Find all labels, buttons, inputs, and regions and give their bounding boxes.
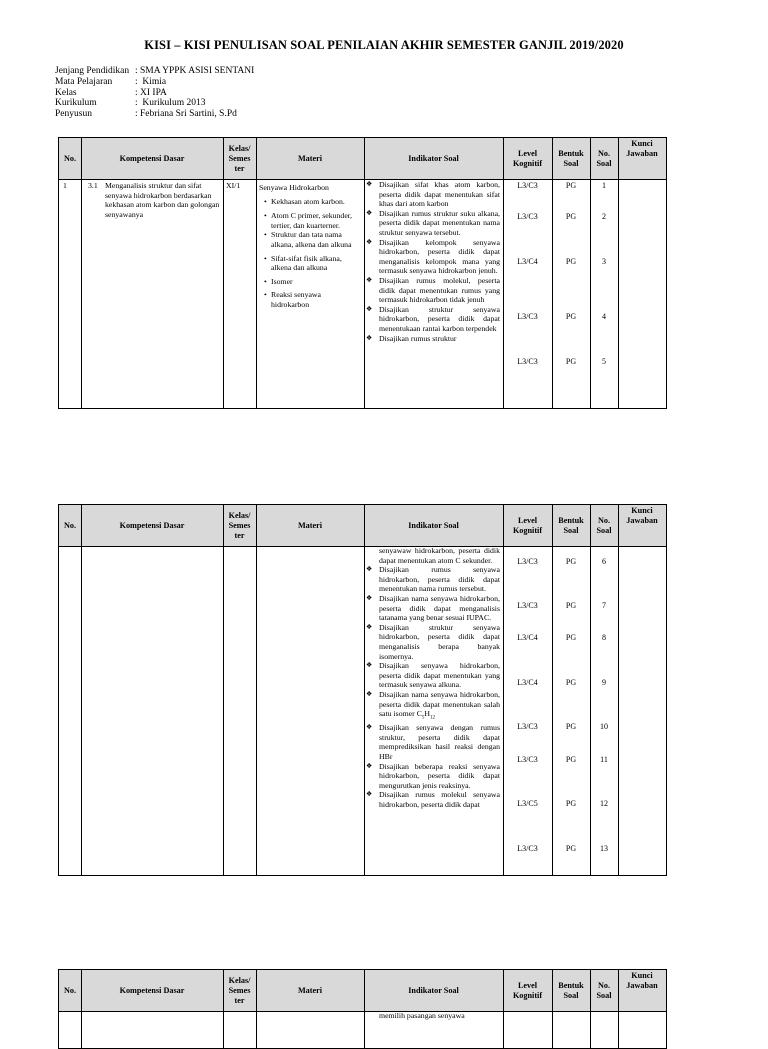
info-label: Jenjang Pendidikan <box>55 66 130 76</box>
header-level-l2: Kognitif <box>512 525 543 535</box>
formula-element-c: C <box>416 709 422 719</box>
level-cell: L3/C3 <box>517 722 538 731</box>
kisi-table-3 <box>58 969 667 1049</box>
header-kelas-l2: Semes <box>228 153 251 163</box>
header-nosoal-l1: No. <box>597 515 611 525</box>
indikator-continuation: senyawaw hidrokarbon, peserta didik dapat menentukan atom C sekunder. <box>379 547 500 565</box>
chemical-formula <box>416 709 436 721</box>
nosoal-cell: 11 <box>600 755 608 764</box>
indikator-item: ❖ Disajikan rumus senyawa hidrokarbon, peserta didik dapat menentukan nama rumus tersebut. <box>364 565 500 594</box>
nosoal-cell: 8 <box>602 633 606 642</box>
nosoal-cell: 7 <box>602 601 606 610</box>
header-bentuk-l1: Bentuk <box>558 148 584 158</box>
indikator-item: ❖ Disajikan rumus molekul senyawa hidrokarbon, peserta didik dapat <box>364 790 500 809</box>
header-kelas-l1: Kelas/ <box>228 143 251 153</box>
indikator-item: ❖ Disajikan struktur senyawa hidrokarbon, peserta didik dapat menganalisis berapa banyak isomernya. <box>364 623 500 661</box>
header-level-l1: Level <box>517 515 538 525</box>
header-kunci-l2: Jawaban <box>626 516 658 525</box>
header-kelas-l3: ter <box>234 995 245 1005</box>
header-level-l2: Kognitif <box>512 158 543 168</box>
bentuk-cell: PG <box>565 722 577 731</box>
info-row-kelas <box>55 88 254 99</box>
bentuk-cell: PG <box>565 799 577 808</box>
level-cell: L3/C3 <box>517 844 538 853</box>
bentuk-cell: PG <box>565 257 577 266</box>
header-level <box>503 970 552 1011</box>
level-cell: L3/C4 <box>517 257 538 266</box>
header-no: No. <box>63 985 77 995</box>
header-kelas-l2: Semes <box>228 985 251 995</box>
header-kunci-l1: Kunci <box>631 139 653 148</box>
nosoal-cell: 3 <box>602 257 606 266</box>
header-kd: Kompetensi Dasar <box>119 985 185 995</box>
indikator-item: ❖ Disajikan nama senyawa hidrokarbon, peserta didik dapat menganalisis tatanama yang benar sesuai IUPAC. <box>364 594 500 623</box>
info-value: : SMA YPPK ASISI SENTANI <box>135 66 255 76</box>
table-header <box>59 970 666 1012</box>
header-kelas <box>223 505 256 546</box>
header-kelas-l3: ter <box>234 530 245 540</box>
nosoal-cell: 4 <box>602 312 606 321</box>
indikator-item: ❖ Disajikan sifat khas atom karbon, peserta didik dapat menentukan sifat khas dari atom karbon <box>364 180 500 209</box>
info-row-kurikulum <box>55 98 254 109</box>
nosoal-cell: 6 <box>602 557 606 566</box>
bentuk-cell: PG <box>565 601 577 610</box>
level-cell: L3/C3 <box>517 212 538 221</box>
indikator-item: ❖ Disajikan senyawa hidrokarbon, peserta didik dapat menentukan yang termasuk senyawa alkuna. <box>364 661 500 690</box>
header-nosoal-l2: Soal <box>596 990 612 1000</box>
header-materi: Materi <box>297 520 323 530</box>
header-kelas-l3: ter <box>234 163 245 173</box>
level-cell: L3/C3 <box>517 755 538 764</box>
formula-element-h: H <box>424 709 431 719</box>
level-cell: L3/C4 <box>517 633 538 642</box>
header-nosoal-l1: No. <box>597 980 611 990</box>
bentuk-cell: PG <box>565 678 577 687</box>
level-cell: L3/C3 <box>517 601 538 610</box>
indikator-continuation: memilih pasangan senyawa <box>379 1012 465 1020</box>
header-bentuk-l2: Soal <box>563 990 579 1000</box>
formula-subscript: 12 <box>430 715 436 721</box>
info-value: : Kurikulum 2013 <box>135 98 206 109</box>
header-bentuk-l2: Soal <box>563 525 579 535</box>
header-kd: Kompetensi Dasar <box>119 153 185 163</box>
info-row-jenjang <box>55 66 254 77</box>
header-bentuk <box>552 970 590 1011</box>
nosoal-cell: 5 <box>602 357 606 366</box>
row-number: 1 <box>63 181 67 190</box>
header-materi: Materi <box>297 153 323 163</box>
level-cell: L3/C3 <box>517 357 538 366</box>
indikator-text: Disajikan nama senyawa hidrokarbon, peserta didik dapat menentukan salah satu isomer <box>379 689 500 719</box>
materi-item: • Atom C primer, sekunder, tertier, dan kuarterner. <box>265 211 361 230</box>
indikator-item: ❖ Disajikan struktur senyawa hidrokarbon, peserta didik dapat menentukaan rantai karbon terpendek <box>364 305 500 334</box>
info-label: Mata Pelajaran <box>55 76 113 87</box>
header-materi: Materi <box>297 985 323 995</box>
table-body <box>59 1012 666 1048</box>
header-no: No. <box>63 520 77 530</box>
materi-item: • Sifat-sifat fisik alkana, alkena dan alkuna <box>265 254 361 273</box>
header-nosoal <box>590 505 618 546</box>
level-cell: L3/C3 <box>517 181 538 190</box>
bentuk-cell: PG <box>565 212 577 221</box>
header-level-l1: Level <box>517 980 538 990</box>
indikator-list <box>364 1012 500 1021</box>
indikator-item <box>364 690 500 723</box>
header-kunci-l2: Jawaban <box>626 149 658 158</box>
table-body <box>59 180 666 408</box>
header-bentuk-l1: Bentuk <box>558 515 584 525</box>
level-cell: L3/C3 <box>517 312 538 321</box>
kelas-semester: XI/1 <box>226 181 241 190</box>
bentuk-cell: PG <box>565 844 577 853</box>
level-cell: L3/C4 <box>517 678 538 687</box>
nosoal-cell: 13 <box>600 844 608 853</box>
table-header <box>59 138 666 180</box>
materi-item: • Struktur dan tata nama alkana, alkena dan alkuna <box>265 230 361 249</box>
table-header <box>59 505 666 547</box>
materi <box>259 183 361 310</box>
nosoal-cell: 10 <box>600 722 608 731</box>
header-bentuk <box>552 505 590 546</box>
info-label: Kurikulum <box>55 98 97 109</box>
bentuk-cell: PG <box>565 357 577 366</box>
document-title: KISI – KISI PENULISAN SOAL PENILAIAN AKHIR SEMESTER GANJIL 2019/2020 <box>144 38 624 52</box>
indikator-item: ❖ Disajikan rumus struktur <box>364 334 500 344</box>
document-info <box>55 66 254 120</box>
formula-subscript: 5 <box>421 715 425 721</box>
materi-item: • Isomer <box>265 277 361 287</box>
header-level-l2: Kognitif <box>512 990 543 1000</box>
info-row-penyusun <box>55 109 254 120</box>
bentuk-cell: PG <box>565 181 577 190</box>
materi-title: Senyawa Hidrokarbon <box>259 183 329 192</box>
header-nosoal-l1: No. <box>597 148 611 158</box>
header-bentuk-l1: Bentuk <box>558 980 584 990</box>
nosoal-cell: 12 <box>600 799 608 808</box>
header-indikator: Indikator Soal <box>408 985 459 995</box>
info-value: : Febriana Sri Sartini, S.Pd <box>135 109 237 120</box>
header-kelas-l1: Kelas/ <box>228 510 251 520</box>
header-kelas <box>223 970 256 1011</box>
header-kunci <box>618 970 666 1011</box>
bentuk-cell: PG <box>565 633 577 642</box>
level-cell: L3/C5 <box>517 799 538 808</box>
nosoal-cell: 9 <box>602 678 606 687</box>
header-indikator: Indikator Soal <box>408 153 459 163</box>
header-no: No. <box>63 153 77 163</box>
bentuk-cell: PG <box>565 312 577 321</box>
kd-number: 3.1 <box>88 181 98 190</box>
header-kunci <box>618 505 666 546</box>
info-value: : XI IPA <box>135 87 167 98</box>
bentuk-cell: PG <box>565 557 577 566</box>
header-level <box>503 505 552 546</box>
header-bentuk-l2: Soal <box>563 158 579 168</box>
header-nosoal-l2: Soal <box>596 158 612 168</box>
header-kunci-l2: Jawaban <box>626 981 658 990</box>
materi-item: • Kekhasan atom karbon. <box>265 197 361 207</box>
indikator-item: ❖ Disajikan kelompok senyawa hidrokarbon, peserta didik dapat menganalisis kelompok mana yang termasuk senyawa hidrokarbon jenuh. <box>364 238 500 276</box>
table-body <box>59 547 666 875</box>
header-kelas <box>223 138 256 179</box>
header-nosoal <box>590 970 618 1011</box>
header-nosoal <box>590 138 618 179</box>
indikator-list <box>364 180 500 343</box>
header-kunci-l1: Kunci <box>631 971 653 980</box>
header-kelas-l1: Kelas/ <box>228 975 251 985</box>
info-row-mapel <box>55 77 254 88</box>
kisi-table-1 <box>58 137 667 409</box>
indikator-item: ❖ Disajikan rumus struktur suku alkana, peserta didik dapat menentukan nama struktur senyawa tersebut. <box>364 209 500 238</box>
info-label: Penyusun <box>55 109 92 120</box>
header-kd: Kompetensi Dasar <box>119 520 185 530</box>
kd-text: Menganalisis struktur dan sifat senyawa hidrokarbon berdasarkan kekhasan atom karbon dan golongan senyawanya <box>105 181 220 219</box>
header-nosoal-l2: Soal <box>596 525 612 535</box>
materi-item: • Reaksi senyawa hidrokarbon <box>265 290 361 309</box>
indikator-list <box>364 547 500 810</box>
header-bentuk <box>552 138 590 179</box>
header-kelas-l2: Semes <box>228 520 251 530</box>
header-kunci <box>618 138 666 179</box>
nosoal-cell: 1 <box>602 181 606 190</box>
header-kunci-l1: Kunci <box>631 506 653 515</box>
info-label: Kelas <box>55 87 77 98</box>
level-cell: L3/C3 <box>517 557 538 566</box>
nosoal-cell: 2 <box>602 212 606 221</box>
indikator-item: ❖ Disajikan beberapa reaksi senyawa hidrokarbon, peserta didik dapat mengurutkan jenis reaksinya. <box>364 762 500 791</box>
materi-list <box>259 197 361 310</box>
bentuk-cell: PG <box>565 755 577 764</box>
header-level <box>503 138 552 179</box>
indikator-item: ❖ Disajikan senyawa dengan rumus struktur, peserta didik dapat memprediksikan hasil reaksi dengan HBr <box>364 723 500 761</box>
kisi-table-2 <box>58 504 667 876</box>
header-indikator: Indikator Soal <box>408 520 459 530</box>
indikator-item: ❖ Disajikan rumus molekul, peserta didik dapat menentukan rumus yang termasuk hidrokarbon tidak jenuh <box>364 276 500 305</box>
header-level-l1: Level <box>517 148 538 158</box>
info-value: : Kimia <box>135 76 167 87</box>
